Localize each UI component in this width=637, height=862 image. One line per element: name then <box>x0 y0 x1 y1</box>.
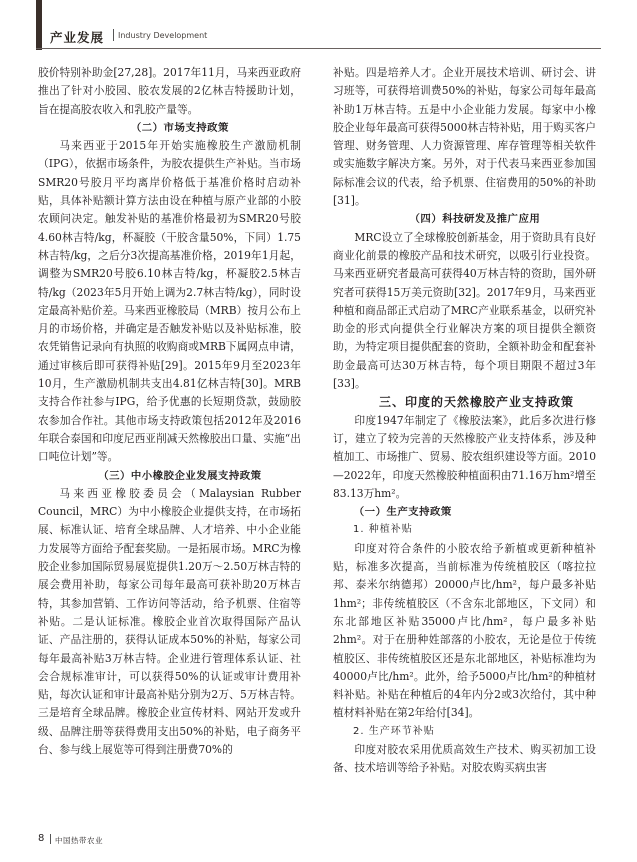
paragraph: 补贴。四是培养人才。企业开展技术培训、研讨会、讲习班等，可获得培训费50%的补贴，每家公司每年最高补助1万林吉特。五是中小企业能力发展。每家中小橡胶企业每年最高可获得5000林吉特补贴，用于购买客户管理、财务管理、人力资源管理、库存管理等相关软件或实施数字解决方案。另外，对于代表马来西亚参加国际标准会议的代表，给予机票、住宿费用的50%的补助[31]。 <box>333 66 596 208</box>
header-divider <box>113 29 114 41</box>
subheading-sme-policy: （三）中小橡胶企业发展支持政策 <box>98 469 262 482</box>
item-heading-production-subsidy: 2. 生产环节补贴 <box>353 725 435 737</box>
paragraph: 印度对胶农采用优质高效生产技术、购买初加工设备、技术培训等给予补贴。对胶农购买病虫害 <box>333 742 596 775</box>
subheading-production-policy: （一）生产支持政策 <box>353 506 452 519</box>
footer-divider <box>50 834 51 844</box>
section-heading-india: 三、印度的天然橡胶产业支持政策 <box>378 395 574 410</box>
section-subtitle: Industry Development <box>118 31 208 40</box>
paragraph: 印度1947年制定了《橡胶法案》，此后多次进行修订，建立了较为完善的天然橡胶产业支持体系，涉及种植加工、市场推广、贸易、胶农组织建设等方面。2010—2022年，印度天然橡胶种植面积由71.16万hm²增至83.13万hm²。 <box>333 413 596 500</box>
paragraph: 印度对符合条件的小胶农给予新植或更新种植补贴，标准多次提高，当前标准为传统植胶区（喀拉拉邦、泰米尔纳德邦）20000卢比/hm²，每户最多补贴1hm²；非传统植胶区（不含东北部地区，下文同）和东北部地区补贴35000卢比/hm²，每户最多补贴2hm²。对于在册种姓部落的小胶农，无论是位于传统植胶区、非传统植胶区还是东北部地区，补贴标准均为40000卢比/hm²。此外，给予5000卢比/hm²的种植材料补贴。补贴在种植后的4年内分2或3次给付，其中种植材料补贴在第2年给付[34]。 <box>333 541 596 720</box>
subheading-rnd: （四）科技研发及推广应用 <box>409 213 541 226</box>
page-number: 8 <box>38 833 45 844</box>
section-title: 产业发展 <box>50 30 105 45</box>
left-column <box>38 64 301 759</box>
paragraph: 马来西亚橡胶委员会（Malaysian Rubber Council，MRC）为中小橡胶企业提供支持，在市场拓展、标准认证、培育全球品牌、人才培养、中小企业能力发展等方面给予配套奖励。一是拓展市场。MRC为橡胶企业参加国际贸易展览提供1.20万～2.50万林吉特的展会费用补助，每家公司每年最高可获补助20万林吉特，其参加营销、工作访问等活动，给予机票、住宿等补贴。二是认证标准。橡胶企业首次取得国际产品认证、产品注册的，获得认证成本50%的补贴，每家公司每年最高补贴3万林吉特。企业进行管理体系认证、社会合规标准审计，可以获得50%的认证或审计费用补贴，每次认证和审计最高补贴分别为2万、5万林吉特。三是培育全球品牌。橡胶企业宣传材料、网站开发或升级、品牌注册等获得费用支出50%的补贴，电子商务平台、参与线上展览等可得到注册费70%的 <box>38 486 301 756</box>
header-rule <box>36 48 601 49</box>
item-heading-planting-subsidy: 1. 种植补贴 <box>353 524 413 536</box>
right-column <box>333 64 596 778</box>
paragraph: 胶价特别补助金[27,28]。2017年11月，马来西亚政府推出了针对小胶园、胶农发展的2亿林吉特援助计划，旨在提高胶农收入和乳胶产量等。 <box>38 66 301 116</box>
journal-name: 中国热带农业 <box>55 836 103 845</box>
paragraph: 马来西亚于2015年开始实施橡胶生产激励机制（IPG），依据市场条件，为胶农提供生产补贴。当市场SMR20号胶月平均离岸价格低于基准价格时启动补贴，具体补贴额计算方法由设在种植与原产业部的小胶农顾问决定。触发补贴的基准价格最初为SMR20号胶4.60林吉特/kg，杯凝胶（干胶含量50%，下同）1.75林吉特/kg，之后分3次提高基准价格，2019年1月起，调整为SMR20号胶6.10林吉特/kg，杯凝胶2.5林吉特/kg（2023年5月开始上调为2.7林吉特/kg），同时设定最高补贴价差。马来西亚橡胶局（MRB）按月公布上月的市场价格，并确定是否触发补贴以及补贴标准，胶农凭销售记录向有执照的收购商或MRB下属网点申请，通过审核后即可获得补贴[29]。2015年9月至2023年10月，生产激励机制共支出4.81亿林吉特[30]。MRB支持合作社参与IPG，给予优惠的长短期贷款，鼓励胶农参加合作社。其他市场支持政策包括2012年及2016年联合泰国和印度尼西亚削减天然橡胶出口量、实施“出口吨位计划”等。 <box>38 139 301 464</box>
paragraph: MRC设立了全球橡胶创新基金，用于资助具有良好商业化前景的橡胶产品和技术研究，以吸引行业投资。马来西亚研究者最高可获得40万林吉特的资助，国外研究者可获得15万美元资助[32]。2017年9月，马来西亚种植和商品部正式启动了MRC产业联系基金，以研究补助金的形式向提供全行业解决方案的项目提供全额资助，为特定项目提供配套的资助，全额补助金和配套补助金最高可达30万林吉特，每个项目期限不超过3年[33]。 <box>333 230 596 391</box>
header-accent-bar <box>36 0 42 50</box>
subheading-market-policy: （二）市场支持政策 <box>130 121 229 134</box>
